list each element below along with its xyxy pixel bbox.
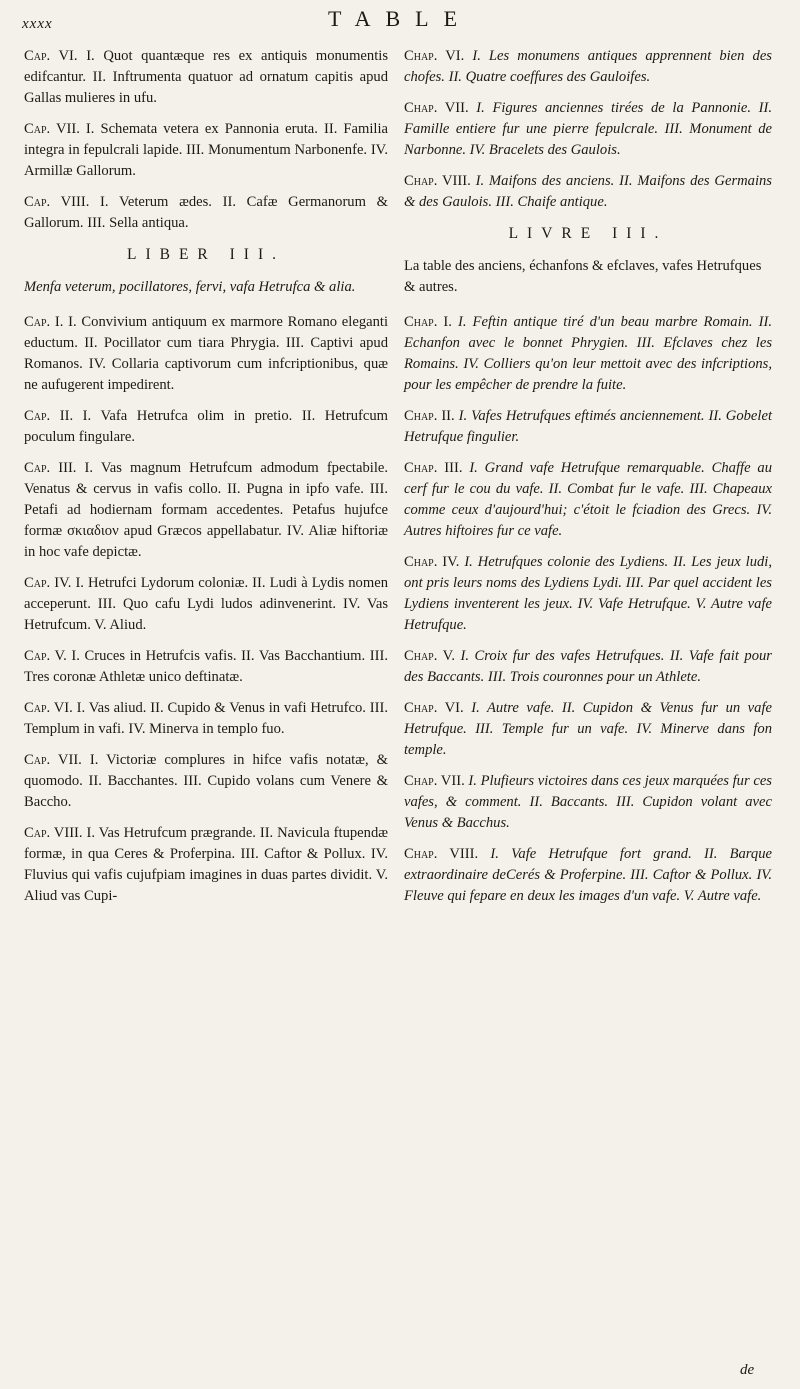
entry-lead: Cap. V. bbox=[24, 648, 67, 664]
entry-lead: Cap. VI. bbox=[24, 48, 78, 64]
entry-lead: Cap. IV. bbox=[24, 575, 72, 591]
entry-lead: Chap. VI. bbox=[404, 700, 464, 716]
entry-lead: Cap. II. bbox=[24, 408, 74, 424]
latin-entry bbox=[24, 406, 388, 448]
latin-entry bbox=[24, 573, 388, 636]
entry-text: I. Schemata vetera ex Pannonia eruta. II. Familia integra in fepulcrali lapide. III. Monumentum Narbonenfe. IV. Armillæ Gallorum. bbox=[24, 121, 388, 179]
latin-column bbox=[24, 46, 388, 917]
french-entry bbox=[404, 698, 772, 761]
entry-lead: Cap. I. bbox=[24, 314, 64, 330]
entry-text: I. Convivium antiquum ex marmore Romano eleganti eductum. II. Pocillator cum tiara Phrygia. III. Captivi apud Romanos. IV. Collaria captivorum cum infcriptionibus, quæ ne aufugerent impedirent. bbox=[24, 314, 388, 393]
latin-entry bbox=[24, 312, 388, 396]
latin-book-subtitle: Menfa veterum, pocillatores, fervi, vafa Hetrufca & alia. bbox=[24, 279, 356, 295]
entry-text: I. Les monumens antiques apprennent bien des chofes. II. Quatre coeffures des Gauloifes. bbox=[404, 48, 772, 85]
running-title: TABLE bbox=[327, 6, 473, 31]
latin-entry bbox=[24, 119, 388, 182]
entry-lead: Chap. VI. bbox=[404, 48, 465, 64]
entry-lead: Chap. VIII. bbox=[404, 173, 471, 189]
entry-lead: Chap. I. bbox=[404, 314, 452, 330]
entry-text: I. Hetrufques colonie des Lydiens. II. Les jeux ludi, ont pris leurs noms des Lydiens Lydi. III. Par quel accident les Lydiens inventerent les jeux. IV. Vafe Hetrufque. V. Autre vafe Hetrufque. bbox=[404, 554, 772, 633]
entry-text: I. Victoriæ complures in hifce vafis notatæ, & quomodo. II. Bacchantes. III. Cupido volans cum Venere & Baccho. bbox=[24, 752, 388, 810]
french-book-subtitle: La table des anciens, échanfons & efclaves, vafes Hetrufques & autres. bbox=[404, 258, 762, 295]
entry-lead: Cap. III. bbox=[24, 460, 77, 476]
entry-text: I. Autre vafe. II. Cupidon & Venus fur un vafe Hetrufque. III. Temple fur un vafe. IV. Minerve dans fon temple. bbox=[404, 700, 772, 758]
entry-lead: Chap. III. bbox=[404, 460, 463, 476]
entry-text: I. Maifons des anciens. II. Maifons des Germains & des Gaulois. III. Chaife antique. bbox=[404, 173, 772, 210]
french-entries-before bbox=[404, 46, 772, 213]
latin-entry bbox=[24, 192, 388, 234]
french-entry bbox=[404, 646, 772, 688]
entry-text: I. Vas aliud. II. Cupido & Venus in vafi Hetrufco. III. Templum in vafi. IV. Minerva in templo fuo. bbox=[24, 700, 388, 737]
latin-entry bbox=[24, 458, 388, 563]
entry-text: I. Vafes Hetrufques eftimés anciennement. II. Gobelet Hetrufque fingulier. bbox=[404, 408, 772, 445]
entry-text: I. Vas Hetrufcum prægrande. II. Navicula ftupendæ formæ, in qua Ceres & Proferpina. III. Caftor & Pollux. IV. Fluvius qui vafis cujufpiam imagines in duas partes dividit. V. Aliud vas Cupi- bbox=[24, 825, 388, 904]
entry-lead: Cap. VI. bbox=[24, 700, 73, 716]
latin-entry bbox=[24, 823, 388, 907]
entry-text: I. Vafe Hetrufque fort grand. II. Barque extraordinaire deCerés & Proferpine. III. Caftor & Pollux. IV. Fleuve qui fepare en deux les images d'un vafe. V. Autre vafe. bbox=[404, 846, 773, 904]
latin-entry bbox=[24, 698, 388, 740]
french-entry bbox=[404, 844, 772, 907]
entry-lead: Chap. VII. bbox=[404, 773, 465, 789]
page-number: xxxx bbox=[22, 16, 53, 32]
latin-book-heading: LIBER III. bbox=[126, 246, 285, 263]
entry-text: I. Grand vafe Hetrufque remarquable. Chaffe au cerf fur le cou du vafe. II. Combat fur le vafe. III. Chapeaux comme ceux d'aujourd'hui; c'étoit le fciadion des Grecs. IV. Autres hiftoires fur ce vafe. bbox=[404, 460, 772, 539]
entry-text: I. Plufieurs victoires dans ces jeux marquées fur ces vafes, & comment. II. Baccants. III. Cupidon volant avec Venus & Bacchus. bbox=[404, 773, 772, 831]
entry-lead: Chap. VIII. bbox=[404, 846, 479, 862]
entry-text: I. Cruces in Hetrufcis vafis. II. Vas Bacchantium. III. Tres coronæ Athletæ unico deftinatæ. bbox=[24, 648, 388, 685]
latin-entry bbox=[24, 750, 388, 813]
catchword: de bbox=[740, 1362, 755, 1378]
french-entry bbox=[404, 46, 772, 88]
french-entry bbox=[404, 458, 772, 542]
entry-text: I. Figures anciennes tirées de la Pannonie. II. Famille entiere fur une pierre fepulcrale. III. Monument de Narbonne. IV. Bracelets des Gaulois. bbox=[404, 100, 772, 158]
entry-lead: Cap. VIII. bbox=[24, 194, 90, 210]
french-entry bbox=[404, 552, 772, 636]
entry-lead: Chap. IV. bbox=[404, 554, 460, 570]
french-entry bbox=[404, 406, 772, 448]
latin-entry bbox=[24, 46, 388, 109]
latin-entry bbox=[24, 646, 388, 688]
entry-lead: Cap. VIII. bbox=[24, 825, 83, 841]
entry-text: I. Vafa Hetrufca olim in pretio. II. Hetrufcum poculum fingulare. bbox=[24, 408, 389, 445]
entry-text: I. Feftin antique tiré d'un beau marbre Romain. II. Echanfon avec le bonnet Phrygien. III. Efclaves chez les Romains. IV. Colliers qu'on leur mettoit avec des infcriptions, pour les empêcher de prendre la fuite. bbox=[404, 314, 772, 393]
entry-lead: Chap. V. bbox=[404, 648, 455, 664]
entry-lead: Chap. II. bbox=[404, 408, 455, 424]
french-column bbox=[404, 46, 772, 917]
entry-text: I. Hetrufci Lydorum coloniæ. II. Ludi à Lydis nomen acceperunt. III. Quo cafu Lydi ludos adinvenerint. IV. Vas Hetrufcum. V. Aliud. bbox=[24, 575, 388, 633]
french-entry bbox=[404, 312, 772, 396]
entry-lead: Cap. VII. bbox=[24, 121, 80, 137]
french-entry bbox=[404, 171, 772, 213]
entry-text: I. Croix fur des vafes Hetrufques. II. Vafe fait pour des Baccants. III. Trois couronnes pour un Athlete. bbox=[404, 648, 772, 685]
french-book-heading: LIVRE III. bbox=[508, 225, 668, 242]
french-entry bbox=[404, 771, 772, 834]
entry-text: I. Quot quantæque res ex antiquis monumentis edifcantur. II. Inftrumenta quatuor ad ornatum capitis apud Gallas mulieres in ufu. bbox=[24, 48, 388, 106]
entry-lead: Chap. VII. bbox=[404, 100, 469, 116]
entry-lead: Cap. VII. bbox=[24, 752, 82, 768]
french-entry bbox=[404, 98, 772, 161]
entry-text: I. Vas magnum Hetrufcum admodum fpectabile. Venatus & cervus in vafis collo. II. Pugna in ipfo vafe. III. Petafi ad hodiernam formam accedentes. Petafus hujufce formæ σκιαδιον apud Græcos appellabatur. IV. Aliæ hiftoriæ in hoc vafe depictæ. bbox=[24, 460, 389, 560]
latin-entries-before bbox=[24, 46, 388, 234]
entry-text: I. Veterum ædes. II. Cafæ Germanorum & Gallorum. III. Sella antiqua. bbox=[24, 194, 388, 231]
